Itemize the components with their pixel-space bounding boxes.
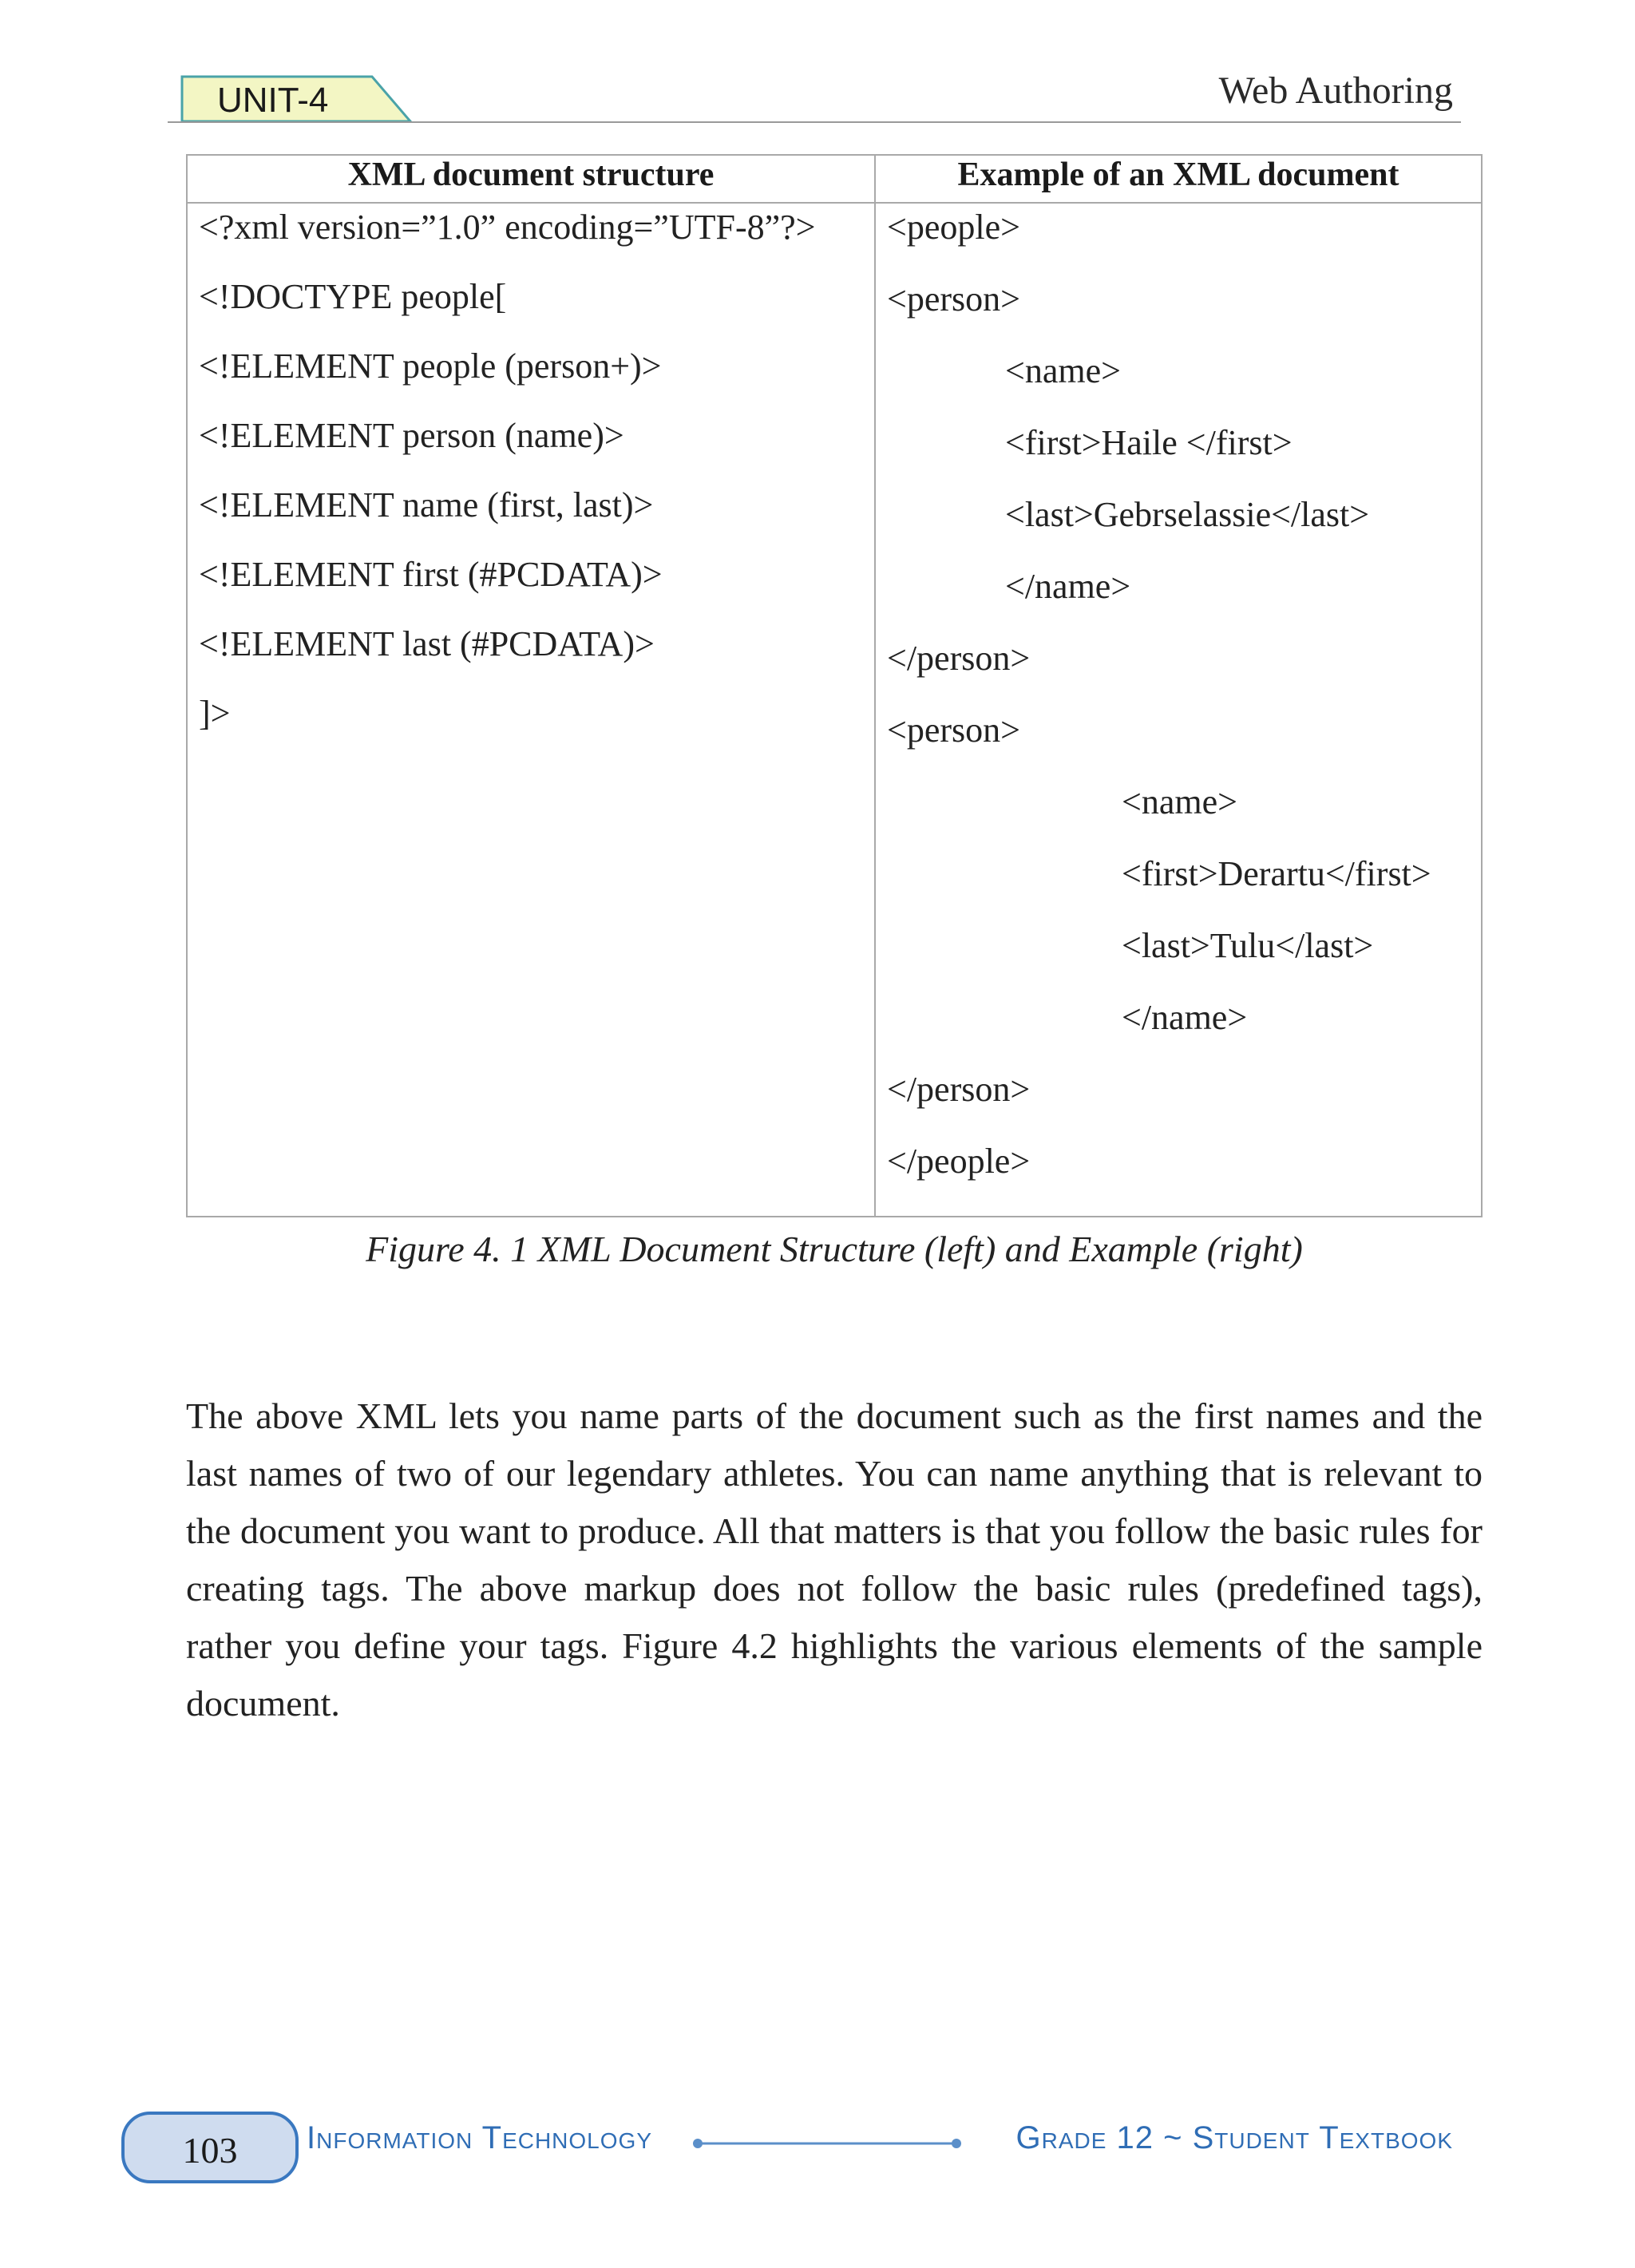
- structure-line: <?xml version=”1.0” encoding=”UTF-8”?>: [199, 208, 816, 247]
- example-line: <name>: [1005, 351, 1121, 390]
- structure-line: <!DOCTYPE people[: [199, 277, 507, 316]
- example-line: <person>: [887, 279, 1020, 319]
- section-title: Web Authoring: [1218, 69, 1453, 112]
- example-line: <name>: [1122, 782, 1237, 821]
- example-line: </person>: [887, 639, 1031, 678]
- table-header-example: Example of an XML document: [875, 155, 1482, 203]
- example-line: <last>Gebrselassie</last>: [1005, 495, 1370, 534]
- example-cell: [875, 203, 1482, 1217]
- structure-line: <!ELEMENT first (#PCDATA)>: [199, 555, 663, 594]
- structure-line: <!ELEMENT person (name)>: [199, 416, 624, 455]
- example-line: <people>: [887, 208, 1020, 247]
- footer-connector-line: [691, 2137, 963, 2150]
- example-line: <person>: [887, 710, 1020, 750]
- page-number: 103: [182, 2130, 238, 2171]
- example-line: </name>: [1005, 567, 1131, 606]
- structure-line: <!ELEMENT last (#PCDATA)>: [199, 624, 655, 663]
- footer-grade: Grade 12 ~ Student Textbook: [1015, 2120, 1453, 2155]
- unit-tab: [180, 75, 412, 125]
- structure-line: <!ELEMENT name (first, last)>: [199, 485, 654, 524]
- header-rule: [168, 121, 1461, 123]
- example-line: <last>Tulu</last>: [1122, 926, 1374, 965]
- body-paragraph: The above XML lets you name parts of the document such as the first names and the last names of two of our legendary athletes. You can name anything that is relevant to the document you want to produce. All that matters is that you follow the basic rules for creating tags. The above markup does not follow the basic rules (predefined tags), rather you define your tags. Figure 4.2 highlights the various elements of the sample document.: [186, 1395, 1483, 1724]
- page-number-badge: [121, 2112, 299, 2183]
- example-line: </person>: [887, 1070, 1031, 1109]
- unit-label: UNIT-4: [217, 81, 329, 120]
- footer-subject: Information Technology: [307, 2120, 652, 2155]
- structure-line: <!ELEMENT people (person+)>: [199, 346, 662, 386]
- example-line: </name>: [1122, 998, 1248, 1037]
- structure-line: ]>: [199, 694, 231, 733]
- table-header-structure: XML document structure: [187, 155, 875, 203]
- structure-cell: [187, 203, 875, 1217]
- xml-figure-table: [186, 154, 1483, 1217]
- example-line: <first>Derartu</first>: [1122, 854, 1431, 893]
- example-line: </people>: [887, 1142, 1031, 1181]
- example-line: <first>Haile </first>: [1005, 423, 1293, 462]
- figure-caption: Figure 4. 1 XML Document Structure (left) and Example (right): [366, 1229, 1303, 1269]
